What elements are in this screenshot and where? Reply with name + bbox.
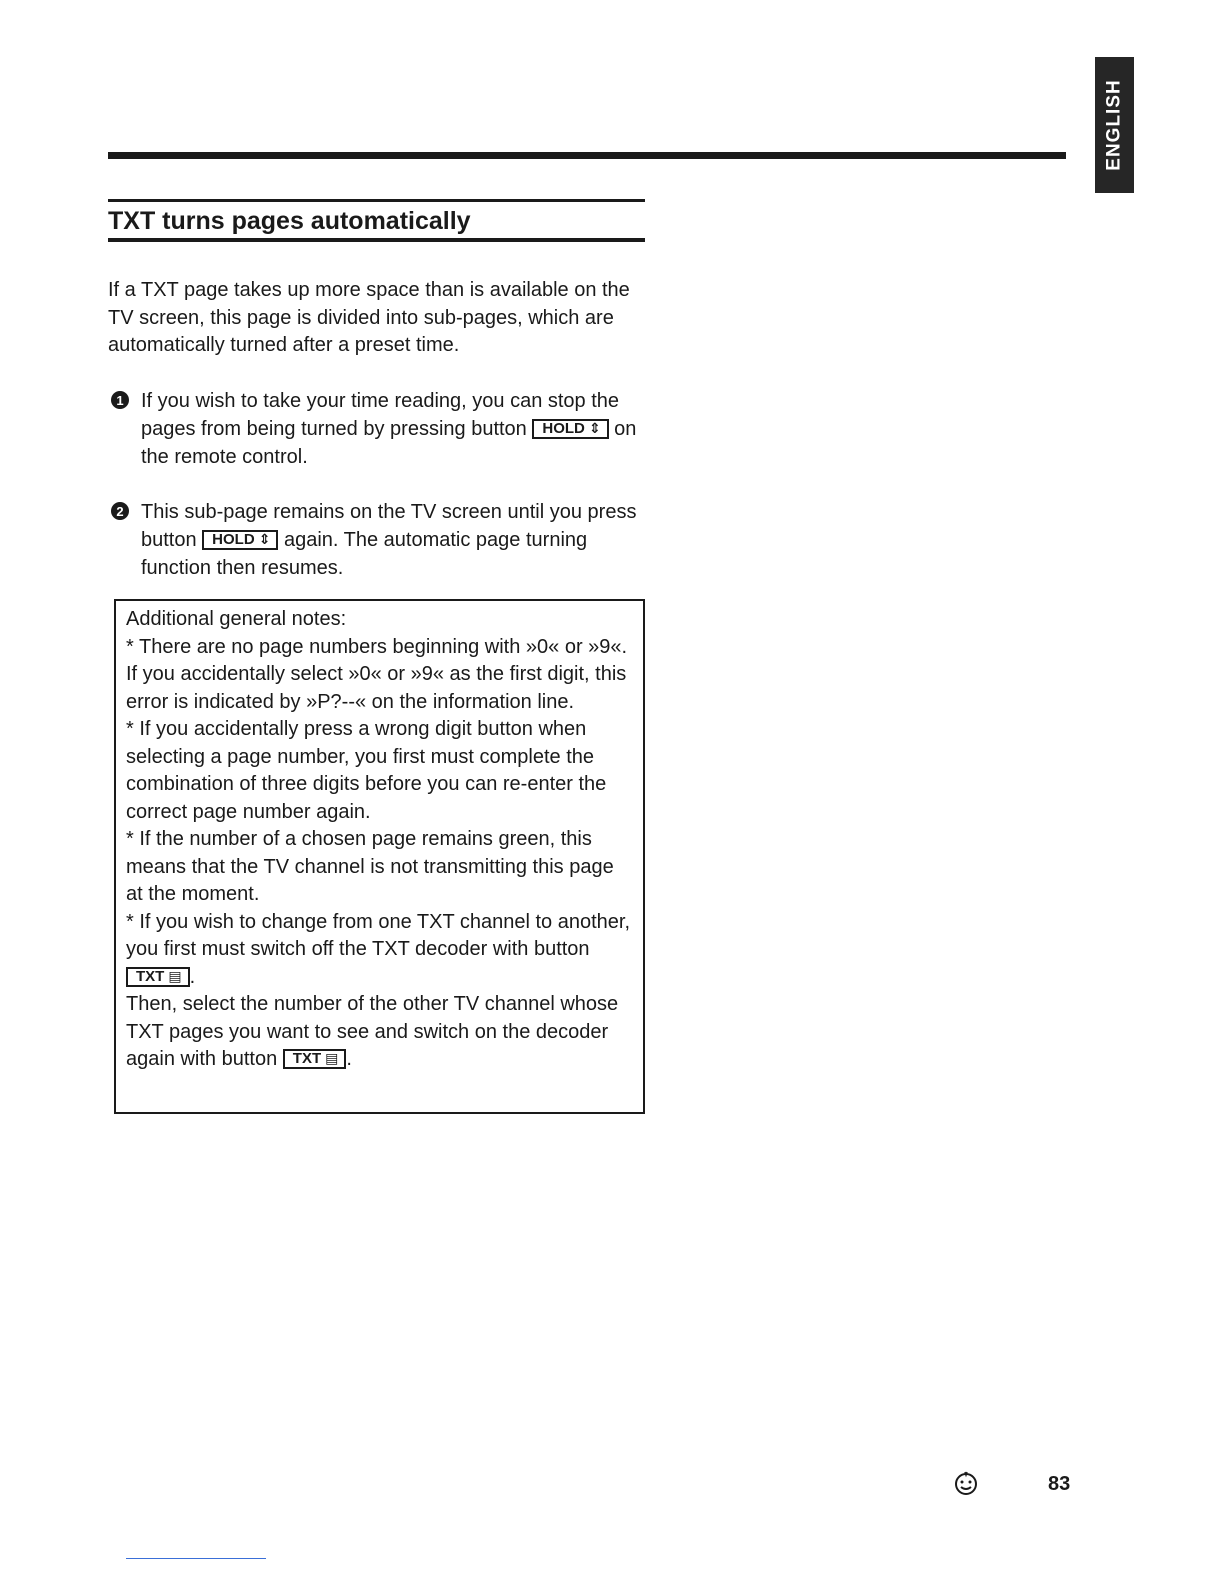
note-1: * There are no page numbers beginning with »0« or »9«. If you accidentally select »0« or »9« as the first digit, this error is indicated by »P?--« on the information line. <box>126 635 628 713</box>
note-4 <box>126 909 633 992</box>
step-2 <box>108 498 648 582</box>
hold-key-label: HOLD <box>542 420 585 437</box>
page-number: 83 <box>1048 1473 1071 1495</box>
note-4-end: . <box>189 965 196 988</box>
section-title: TXT turns pages automatically <box>108 207 471 235</box>
txt-key-label: TXT <box>292 1050 322 1067</box>
notes-heading: Additional general notes: <box>126 608 347 630</box>
note-2: * If you accidentally press a wrong digit button when selecting a page number, you first must complete the combination of three digits before you can re-enter the correct page number again. <box>126 718 607 823</box>
step-2-text <box>141 498 648 582</box>
txt-key <box>126 967 190 987</box>
section-rule-top <box>108 199 645 202</box>
section-rule-bottom <box>108 238 645 242</box>
hold-key-label: HOLD <box>212 531 255 548</box>
intro-paragraph: If a TXT page takes up more space than is available on the TV screen, this page is divided into sub-pages, which are automatically turned after a preset time. <box>108 279 630 356</box>
txt-key-label: TXT <box>136 967 165 985</box>
txt-key-icon: ▤ <box>168 967 182 984</box>
txt-key <box>283 1049 347 1069</box>
step-1-text <box>141 387 648 471</box>
step-2-text-before: This sub-page remains on the TV screen until you press button <box>141 501 637 551</box>
hold-key-icon: ⇕ <box>258 531 271 547</box>
hold-key <box>202 530 278 550</box>
note-4-text: * If you wish to change from one TXT channel to another, you first must switch off the TXT decoder with button <box>126 910 631 960</box>
step-1 <box>108 387 648 471</box>
step-2-text-after: again. The automatic page turning function then resumes. <box>141 529 588 579</box>
language-tab <box>1095 57 1134 193</box>
step-1-text-before: If you wish to take your time reading, you can stop the pages from being turned by pressing button <box>141 390 620 440</box>
hold-key-icon: ⇕ <box>588 420 601 436</box>
face-icon <box>952 1470 980 1498</box>
note-5-end: . <box>346 1048 352 1070</box>
hold-key <box>532 419 608 439</box>
notes-box <box>114 599 645 1114</box>
note-3: * If the number of a chosen page remains green, this means that the TV channel is not transmitting this page at the moment. <box>126 828 614 905</box>
bottom-rule <box>126 1558 266 1559</box>
step-number-2: 2 <box>111 502 129 520</box>
note-5-text: Then, select the number of the other TV channel whose TXT pages you want to see and switch on the decoder again with button <box>126 993 619 1070</box>
note-5 <box>126 991 633 1074</box>
top-rule <box>108 152 1066 159</box>
step-1-text-after: on the remote control. <box>141 418 637 468</box>
step-number-1: 1 <box>111 391 129 409</box>
language-tab-label: ENGLISH <box>1103 79 1125 171</box>
txt-key-icon: ▤ <box>325 1050 339 1066</box>
